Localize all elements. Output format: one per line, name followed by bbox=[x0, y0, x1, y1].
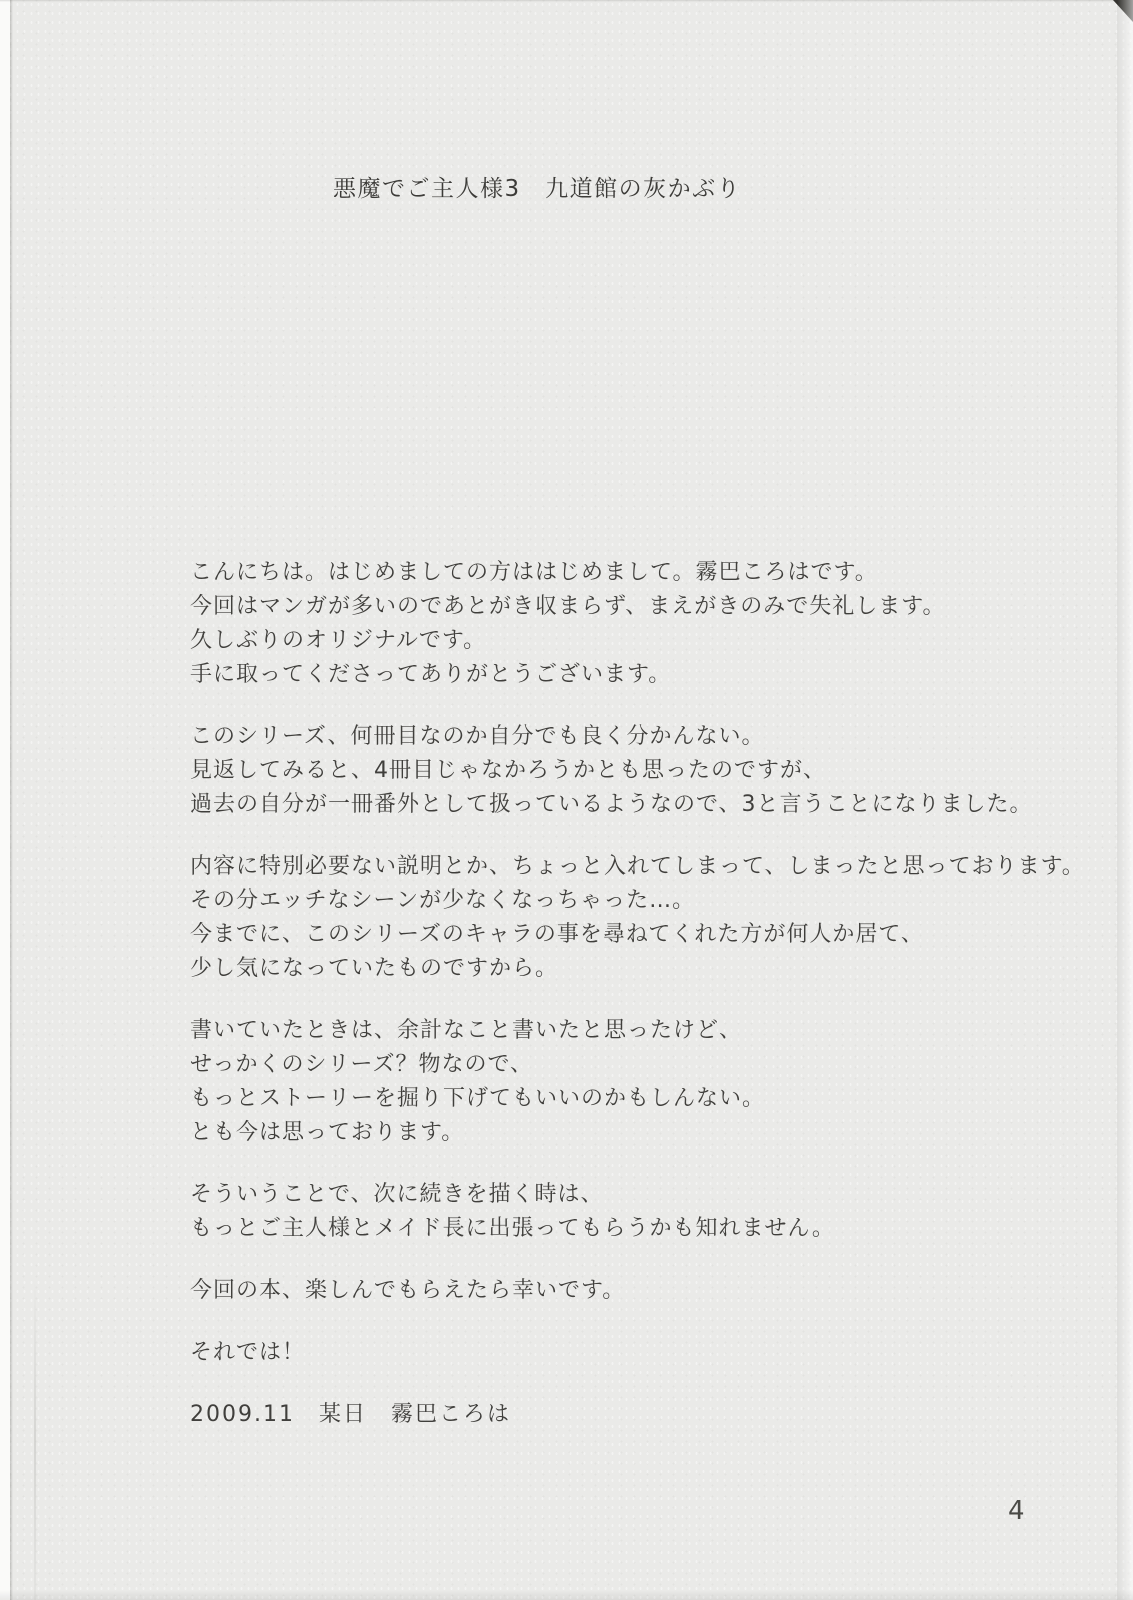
paragraph-farewell bbox=[190, 1336, 1090, 1370]
text-line: 久しぶりのオリジナルです。 bbox=[190, 628, 487, 653]
text-line: 見返してみると、4冊目じゃなかろうかとも思ったのですが、 bbox=[190, 758, 826, 783]
foreword-text bbox=[190, 556, 1090, 1432]
paper-edge-shadow-right bbox=[1117, 0, 1133, 1600]
text-line: 今回はマンガが多いのであとがき収まらず、まえがきのみで失礼します。 bbox=[190, 594, 946, 619]
paper-crease bbox=[34, 1280, 36, 1600]
text-line: 今回の本、楽しんでもらえたら幸いです。 bbox=[190, 1278, 626, 1303]
text-line: このシリーズ、何冊目なのか自分でも良く分かんない。 bbox=[190, 724, 765, 749]
paragraph-series-numbering bbox=[190, 720, 1090, 822]
text-line: とも今は思っております。 bbox=[190, 1120, 465, 1145]
text-line: 手に取ってくださってありがとうございます。 bbox=[190, 662, 672, 687]
text-line: せっかくのシリーズ？物なので、 bbox=[190, 1052, 534, 1077]
page-number: 4 bbox=[1008, 1496, 1025, 1526]
paragraph-greeting bbox=[190, 556, 1090, 692]
text-line: そういうことで、次に続きを描く時は、 bbox=[190, 1182, 604, 1207]
text-line: その分エッチなシーンが少なくなっちゃった…。 bbox=[190, 888, 696, 913]
paper-edge-line-left bbox=[10, 0, 13, 1600]
text-line: 今までに、このシリーズのキャラの事を尋ねてくれた方が何人か居て、 bbox=[190, 922, 924, 947]
paper-edge-line-top bbox=[0, 0, 1133, 2]
paragraph-story-thoughts bbox=[190, 1014, 1090, 1150]
text-line: 少し気になっていたものですから。 bbox=[190, 956, 559, 981]
date-signature: 2009.11 某日 霧巴ころは bbox=[190, 1402, 511, 1427]
paragraph-hope-enjoy bbox=[190, 1274, 1090, 1308]
text-line: もっとご主人様とメイド長に出張ってもらうかも知れません。 bbox=[190, 1216, 835, 1241]
text-line: もっとストーリーを掘り下げてもいいのかもしんない。 bbox=[190, 1086, 766, 1111]
text-line: 過去の自分が一冊番外として扱っているようなので、3と言うことになりました。 bbox=[190, 792, 1033, 817]
text-line: 内容に特別必要ない説明とか、ちょっと入れてしまって、しまったと思っております。 bbox=[190, 854, 1085, 879]
paragraph-next-plans bbox=[190, 1178, 1090, 1246]
paragraph-content-notes bbox=[190, 850, 1090, 986]
text-line: それでは！ bbox=[190, 1340, 306, 1365]
paper-edge-shadow-bottom bbox=[0, 1590, 1133, 1600]
text-line: 書いていたときは、余計なこと書いたと思ったけど、 bbox=[190, 1018, 743, 1043]
scan-edge-left bbox=[0, 0, 10, 1600]
text-line: こんにちは。はじめましての方ははじめまして。霧巴ころはです。 bbox=[190, 560, 878, 585]
page-title: 悪魔でご主人様3 九道館の灰かぶり bbox=[333, 176, 742, 202]
